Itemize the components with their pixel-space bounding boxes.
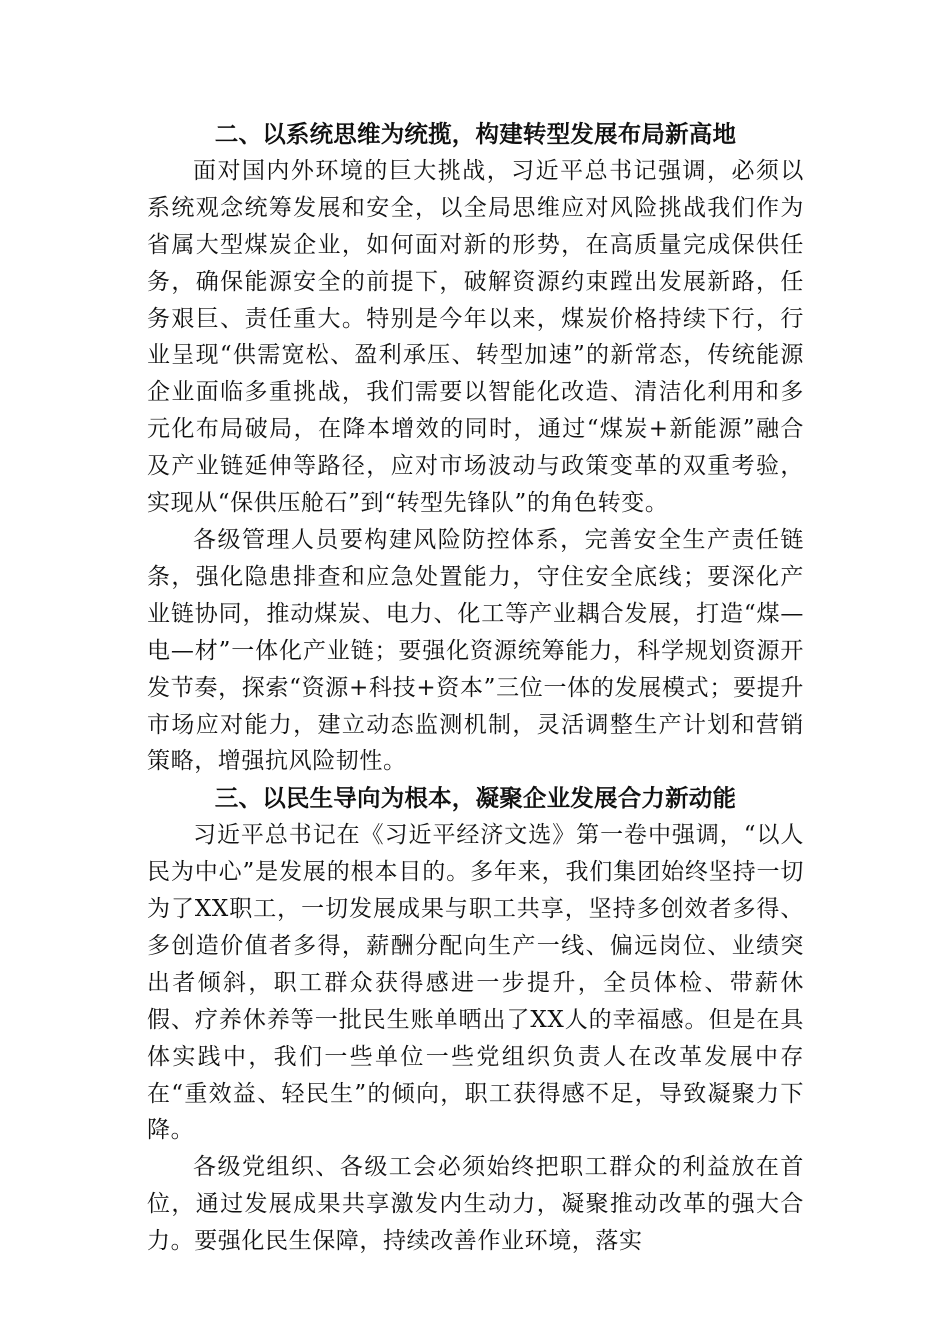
section-heading-3: 三、以民生导向为根本，凝聚企业发展合力新动能 (214, 784, 737, 813)
section2-paragraph-1: 面对国内外环境的巨大挑战，习近平总书记强调，必须以系统观念统筹发展和安全，以全局思维应对风险挑战我们作为省属大型煤炭企业，如何面对新的形势，在高质量完成保供任务，确保能源安全的前提下，破解资源约束蹚出发展新路，任务艰巨、责任重大。特别是今年以来，煤炭价格持续下行，行业呈现“供需宽松、盈利承压、转型加速”的新常态，传统能源企业面临多重挑战，我们需要以智能化改造、清洁化利用和多元化布局破局，在降本增效的同时，通过“煤炭+新能源”融合及产业链延伸等路径，应对市场波动与政策变革的双重考验，实现从“保供压舱石”到“转型先锋队”的角色转变。 (147, 157, 804, 517)
document-body (147, 116, 804, 1260)
section2-paragraph-2: 各级管理人员要构建风险防控体系，完善安全生产责任链条，强化隐患排查和应急处置能力，守住安全底线；要深化产业链协同，推动煤炭、电力、化工等产业耦合发展，打造“煤—电—材”一体化产业链；要强化资源统筹能力，科学规划资源开发节奏，探索“资源+科技+资本”三位一体的发展模式；要提升市场应对能力，建立动态监测机制，灵活调整生产计划和营销策略，增强抗风险韧性。 (147, 526, 804, 775)
section-heading-2: 二、以系统思维为统揽，构建转型发展布局新高地 (214, 120, 737, 148)
section3-paragraph-2: 各级党组织、各级工会必须始终把职工群众的利益放在首位，通过发展成果共享激发内生动力，凝聚推动改革的强大合力。要强化民生保障，持续改善作业环境，落实 (147, 1154, 804, 1255)
section3-paragraph-1: 习近平总书记在《习近平经济文选》第一卷中强调，“以人民为中心”是发展的根本目的。多年来，我们集团始终坚持一切为了XX职工，一切发展成果与职工共享，坚持多创效者多得、多创造价值者多得，薪酬分配向生产一线、偏远岗位、业绩突出者倾斜，职工群众获得感进一步提升，全员体检、带薪休假、疗养休养等一批民生账单晒出了XX人的幸福感。但是在具体实践中，我们一些单位一些党组织负责人在改革发展中存在“重效益、轻民生”的倾向，职工获得感不足，导致凝聚力下降。 (147, 822, 804, 1144)
